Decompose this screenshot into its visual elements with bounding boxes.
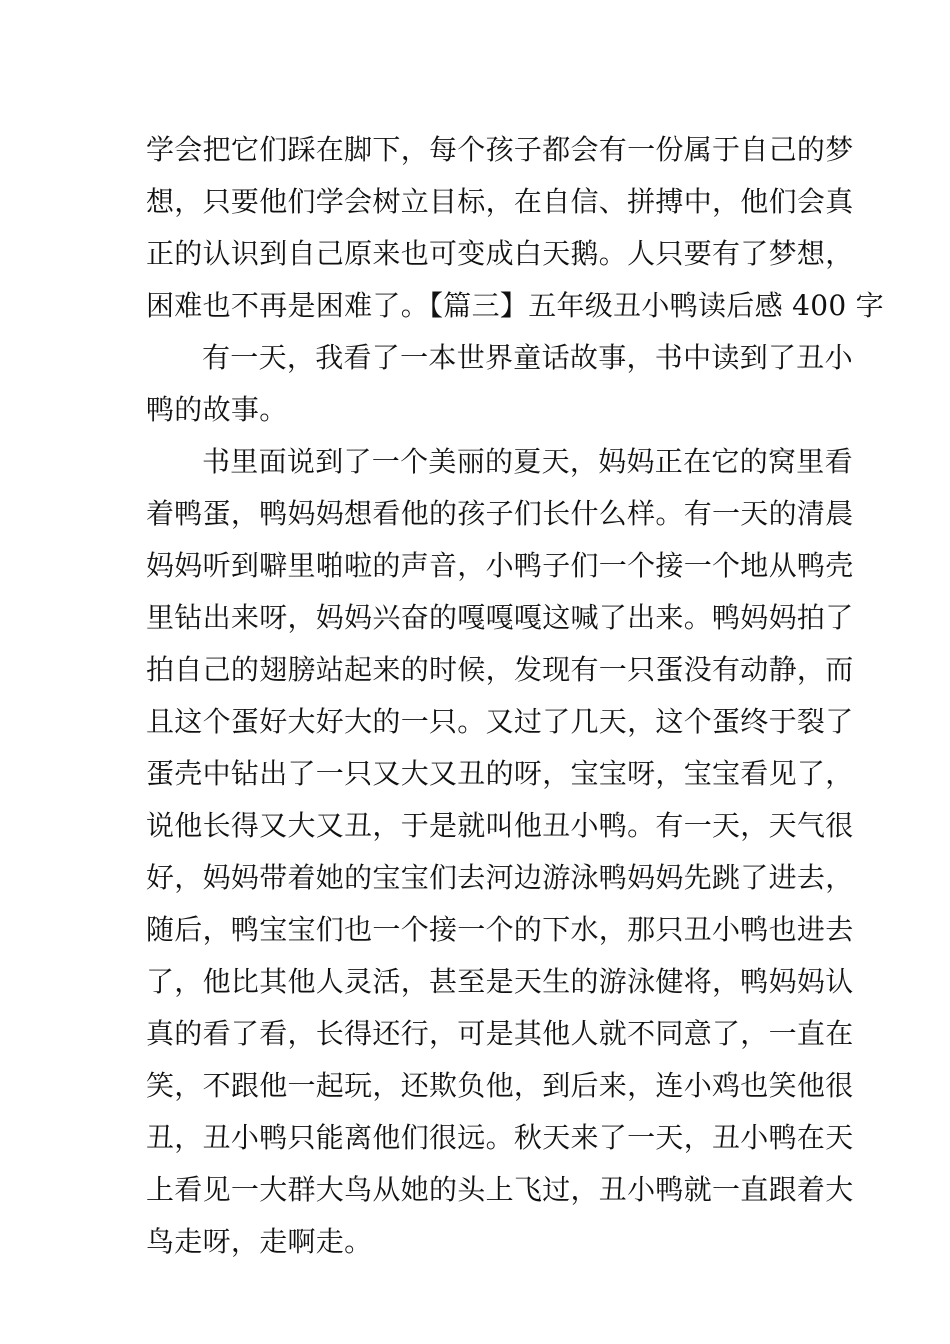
paragraph-1 bbox=[146, 124, 884, 332]
paragraph-3-line-2: 着鸭蛋，鸭妈妈想看他的孩子们长什么样。有一天的清晨 bbox=[146, 497, 854, 530]
paragraph-3-line-8: 说他长得又大又丑，于是就叫他丑小鸭。有一天，天气很 bbox=[146, 809, 854, 842]
paragraph-3-line-1: 书里面说到了一个美丽的夏天，妈妈正在它的窝里看 bbox=[202, 445, 853, 478]
paragraph-2-line-2: 鸭的故事。 bbox=[146, 393, 288, 426]
paragraph-3-line-7: 蛋壳中钻出了一只又大又丑的呀，宝宝呀，宝宝看见了， bbox=[146, 757, 854, 790]
paragraph-3-line-10: 随后，鸭宝宝们也一个接一个的下水，那只丑小鸭也进去 bbox=[146, 913, 854, 946]
paragraph-1-line-1: 学会把它们踩在脚下，每个孩子都会有一份属于自己的梦 bbox=[146, 133, 854, 166]
paragraph-3 bbox=[146, 436, 854, 1268]
paragraph-3-line-3: 妈妈听到噼里啪啦的声音，小鸭子们一个接一个地从鸭壳 bbox=[146, 549, 854, 582]
paragraph-1-line-2: 想，只要他们学会树立目标，在自信、拼搏中，他们会真 bbox=[146, 185, 854, 218]
paragraph-1-line-4: 困难也不再是困难了。【篇三】五年级丑小鸭读后感 400 字 bbox=[146, 289, 884, 322]
paragraph-3-line-13: 笑，不跟他一起玩，还欺负他，到后来，连小鸡也笑他很 bbox=[146, 1069, 854, 1102]
paragraph-3-line-9: 好，妈妈带着她的宝宝们去河边游泳鸭妈妈先跳了进去， bbox=[146, 861, 854, 894]
paragraph-3-line-12: 真的看了看，长得还行，可是其他人就不同意了，一直在 bbox=[146, 1017, 854, 1050]
paragraph-3-line-6: 且这个蛋好大好大的一只。又过了几天，这个蛋终于裂了 bbox=[146, 705, 854, 738]
paragraph-3-line-16: 鸟走呀，走啊走。 bbox=[146, 1225, 373, 1258]
paragraph-3-line-15: 上看见一大群大鸟从她的头上飞过，丑小鸭就一直跟着大 bbox=[146, 1173, 854, 1206]
paragraph-1-line-3: 正的认识到自己原来也可变成白天鹅。人只要有了梦想， bbox=[146, 237, 854, 270]
paragraph-2-line-1: 有一天，我看了一本世界童话故事，书中读到了丑小 bbox=[202, 341, 853, 374]
document-body bbox=[146, 124, 884, 1268]
paragraph-3-line-5: 拍自己的翅膀站起来的时候，发现有一只蛋没有动静，而 bbox=[146, 653, 854, 686]
paragraph-2 bbox=[146, 332, 853, 436]
paragraph-3-line-11: 了，他比其他人灵活，甚至是天生的游泳健将，鸭妈妈认 bbox=[146, 965, 854, 998]
paragraph-3-line-14: 丑，丑小鸭只能离他们很远。秋天来了一天，丑小鸭在天 bbox=[146, 1121, 854, 1154]
paragraph-3-line-4: 里钻出来呀，妈妈兴奋的嘎嘎嘎这喊了出来。鸭妈妈拍了 bbox=[146, 601, 854, 634]
